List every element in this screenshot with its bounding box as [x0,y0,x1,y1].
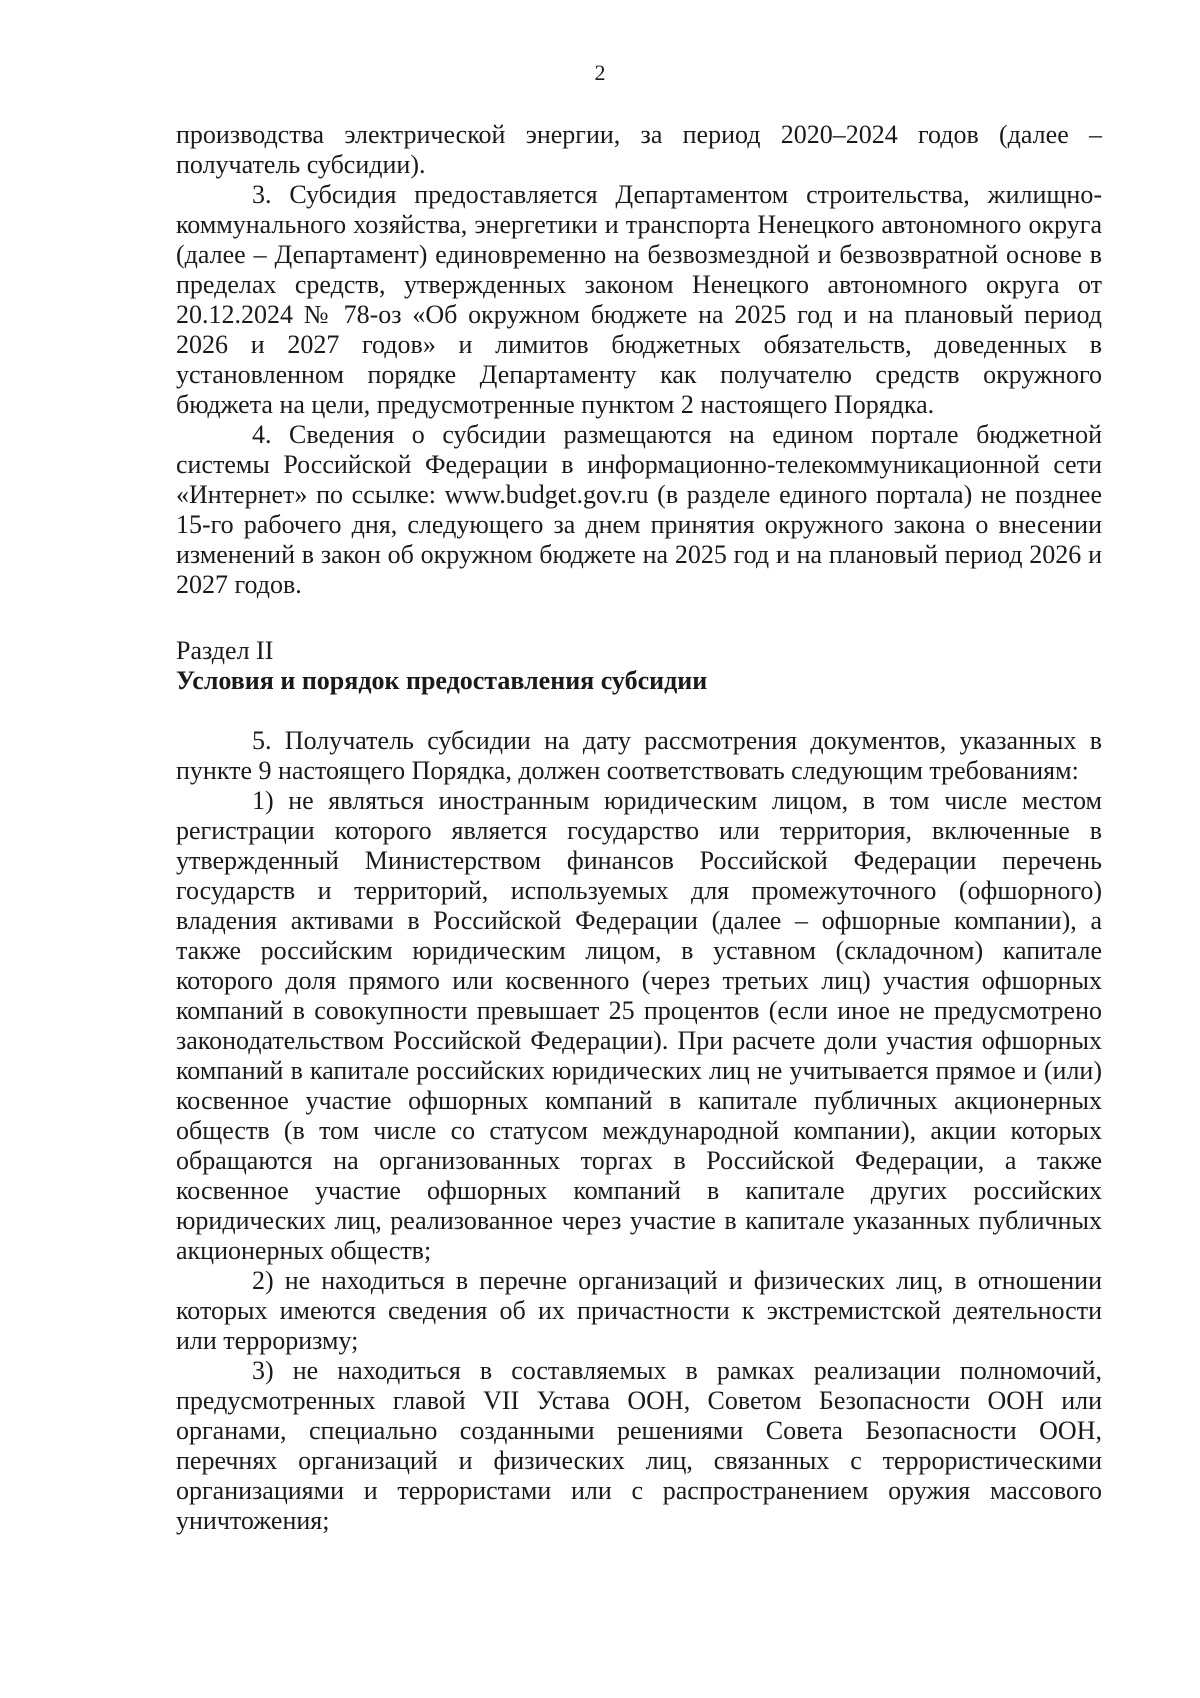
paragraph-item-5: 5. Получатель субсидии на дату рассмотрения документов, указанных в пункте 9 настоящего Порядка, должен соответствовать следующим требованиям: [176,726,1102,785]
section-spacer [176,600,1102,636]
paragraph-subitem-3: 3) не находиться в составляемых в рамках реализации полномочий, предусмотренных главой VII Устава ООН, Советом Безопасности ООН или органами, специально созданными решениями Совета Безопасности ООН, перечнях организаций и физических лиц, связанных с террористическими организациями и террористами или с распространением оружия массового уничтожения; [176,1356,1102,1535]
paragraph-subitem-1: 1) не являться иностранным юридическим лицом, в том числе местом регистрации которого является государство или территория, включенные в утвержденный Министерством финансов Российской Федерации перечень государств и территорий, используемых для промежуточного (офшорного) владения активами в Российской Федерации (далее – офшорные компании), а также российским юридическим лицом, в уставном (складочном) капитале которого доля прямого или косвенного (через третьих лиц) участия офшорных компаний в совокупности превышает 25 процентов (если иное не предусмотрено законодательством Российской Федерации). При расчете доли участия офшорных компаний в капитале российских юридических лиц не учитывается прямое и (или) косвенное участие офшорных компаний в капитале публичных акционерных обществ (в том числе со статусом международной компании), акции которых обращаются на организованных торгах в Российской Федерации, а также косвенное участие офшорных компаний в капитале других российских юридических лиц, реализованное через участие в капитале указанных публичных акционерных обществ; [176,786,1102,1265]
paragraph-subitem-2: 2) не находиться в перечне организаций и физических лиц, в отношении которых имеются сведения об их причастности к экстремистской деятельности или терроризму; [176,1266,1102,1355]
section-label: Раздел II [176,636,274,665]
paragraph-item-3: 3. Субсидия предоставляется Департаментом строительства, жилищно-коммунального хозяйства, энергетики и транспорта Ненецкого автономного округа (далее – Департамент) единовременно на безвозмездной и безвозвратной основе в пределах средств, утвержденных законом Ненецкого автономного округа от 20.12.2024 № 78-оз «Об окружном бюджете на 2025 год и на плановый период 2026 и 2027 годов» и лимитов бюджетных обязательств, доведенных в установленном порядке Департаменту как получателю средств окружного бюджета на цели, предусмотренные пунктом 2 настоящего Порядка. [176,180,1102,419]
page-number: 2 [594,60,606,85]
section-title: Условия и порядок предоставления субсидии [176,666,708,695]
paragraph-item-4: 4. Сведения о субсидии размещаются на едином портале бюджетной системы Российской Федерации в информационно-телекоммуникационной сети «Интернет» по ссылке: www.budget.gov.ru (в разделе единого портала) не позднее 15-го рабочего дня, следующего за днем принятия окружного закона о внесении изменений в закон об окружном бюджете на 2025 год и на плановый период 2026 и 2027 годов. [176,420,1102,599]
section-spacer-after [176,696,1102,726]
paragraph-continuation: производства электрической энергии, за период 2020–2024 годов (далее – получатель субсидии). [176,120,1102,179]
document-body [176,120,1102,1536]
